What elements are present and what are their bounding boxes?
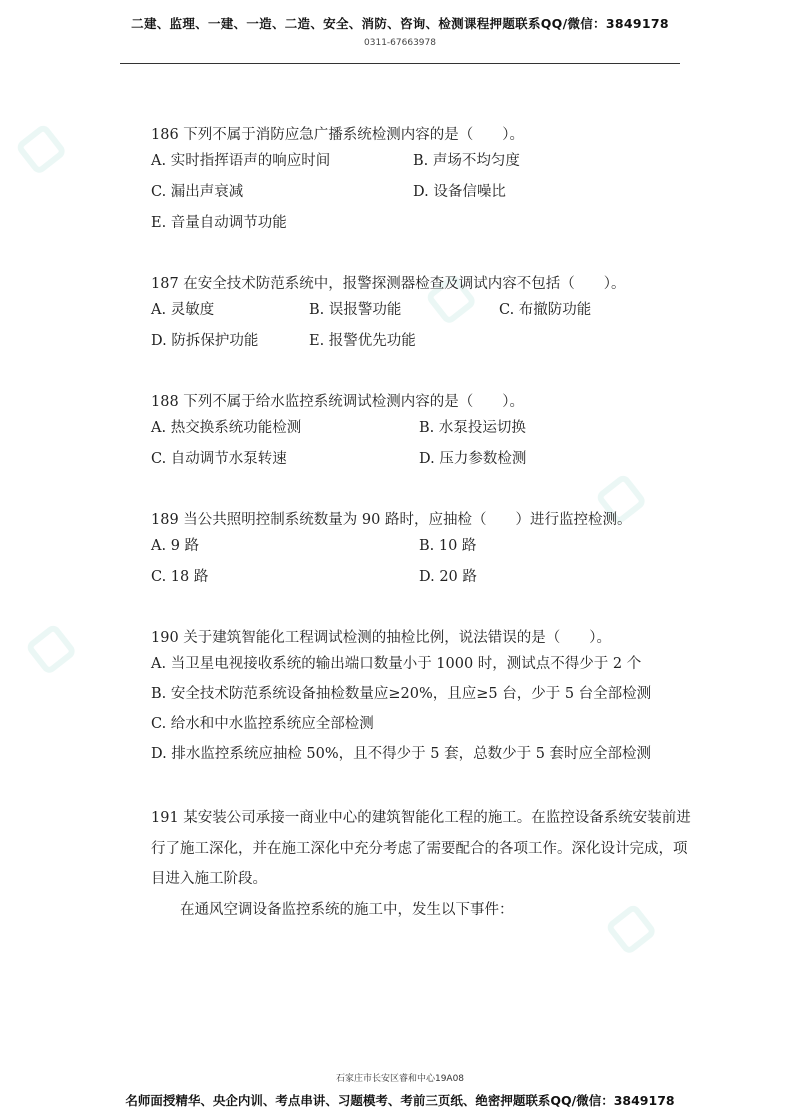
- question-186: [151, 124, 691, 239]
- question-stem: 187 在安全技术防范系统中，报警探测器检查及调试内容不包括（ ）。: [151, 276, 626, 292]
- question-stem: 189 当公共照明控制系统数量为 90 路时，应抽检（ ）进行监控检测。: [151, 512, 632, 528]
- option-c: C. 18 路: [151, 569, 209, 585]
- question-187: [151, 273, 691, 357]
- option-c: C. 布撤防功能: [499, 302, 592, 318]
- option-a: A. 9 路: [151, 538, 200, 554]
- option-d: D. 防拆保护功能: [151, 333, 259, 349]
- option-row: [151, 146, 691, 177]
- option-a: A. 当卫星电视接收系统的输出端口数量小于 1000 时，测试点不得少于 2 个: [151, 656, 642, 672]
- option-row: [151, 177, 691, 208]
- question-191-paragraph-1: 191 某安装公司承接一商业中心的建筑智能化工程的施工。在监控设备系统安装前进行了施工深化，并在施工深化中充分考虑了需要配合的各项工作。深化设计完成，项目进入施工阶段。: [151, 810, 691, 887]
- question-188: [151, 391, 691, 475]
- option-c: C. 给水和中水监控系统应全部检测: [151, 716, 374, 732]
- option-e: E. 音量自动调节功能: [151, 215, 287, 231]
- option-b: B. 水泵投运切换: [419, 420, 526, 436]
- option-row: [151, 531, 691, 562]
- footer-contact-line: 名师面授精华、央企内训、考点串讲、习题模考、考前三页纸、绝密押题联系QQ/微信：3849178: [125, 1093, 675, 1108]
- option-row: [151, 413, 691, 444]
- question-stem: 188 下列不属于给水监控系统调试检测内容的是（ ）。: [151, 394, 525, 410]
- option-e: E. 报警优先功能: [309, 333, 416, 349]
- header-contact-line: 二建、监理、一建、一造、二造、安全、消防、咨询、检测课程押题联系QQ/微信：3849178: [131, 16, 669, 31]
- watermark-logo: [19, 612, 85, 679]
- option-b: B. 10 路: [419, 538, 477, 554]
- logo-mark-icon: [25, 623, 78, 676]
- option-c: C. 漏出声衰减: [151, 184, 244, 200]
- footer-address: 石家庄市长安区睿和中心19A08: [335, 1074, 465, 1084]
- option-row: [151, 326, 691, 357]
- option-row: [151, 295, 691, 326]
- option-row: [151, 562, 691, 593]
- option-d: D. 压力参数检测: [419, 451, 527, 467]
- option-row: [151, 208, 691, 239]
- logo-mark-icon: [15, 123, 68, 176]
- header-phone: 0311-67663978: [364, 38, 436, 48]
- question-189: [151, 509, 691, 593]
- option-row: [151, 444, 691, 475]
- option-d: D. 设备信噪比: [413, 184, 506, 200]
- question-stem: 190 关于建筑智能化工程调试检测的抽检比例，说法错误的是（ ）。: [151, 630, 612, 646]
- question-content: [151, 124, 691, 925]
- question-191: [151, 803, 691, 925]
- option-b: B. 安全技术防范系统设备抽检数量应≥20%，且应≥5 台，少于 5 台全部检测: [151, 686, 652, 702]
- question-stem: 186 下列不属于消防应急广播系统检测内容的是（ ）。: [151, 127, 525, 143]
- option-c: C. 自动调节水泵转速: [151, 451, 287, 467]
- option-a: A. 实时指挥语声的响应时间: [151, 153, 331, 169]
- option-d: D. 20 路: [419, 569, 477, 585]
- watermark-logo: [9, 112, 75, 179]
- option-b: B. 声场不均匀度: [413, 153, 520, 169]
- question-191-paragraph-2: 在通风空调设备监控系统的施工中，发生以下事件：: [180, 901, 514, 918]
- option-a: A. 灵敏度: [151, 302, 215, 318]
- option-b: B. 误报警功能: [309, 302, 402, 318]
- option-d: D. 排水监控系统应抽检 50%，且不得少于 5 套，总数少于 5 套时应全部检测: [151, 746, 652, 762]
- option-a: A. 热交换系统功能检测: [151, 420, 302, 436]
- page-header: [0, 14, 800, 48]
- question-190: [151, 627, 691, 769]
- header-divider: [120, 63, 680, 64]
